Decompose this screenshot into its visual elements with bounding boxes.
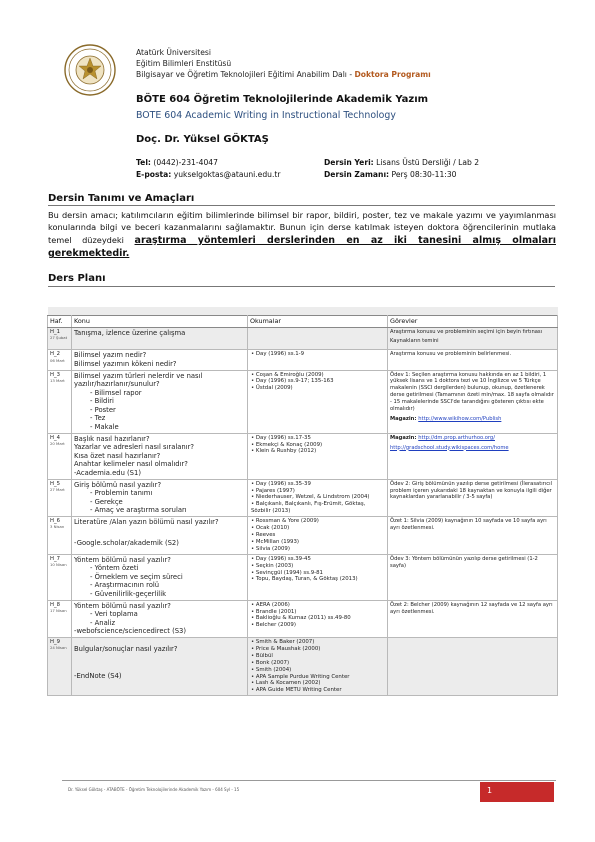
week-date: 06 Mart (50, 357, 65, 363)
topic-line: - Örneklem ve seçim süreci (90, 572, 183, 581)
task-text: Özet 2: Belcher (2009) kaynağının 12 sayfada ve 12 sayfa ayrı ayrı özetlenmesi. (390, 601, 553, 615)
readings-cell (248, 554, 388, 600)
course-description (48, 209, 556, 261)
tasks-cell (388, 517, 558, 555)
week-date: 3 Nisan (50, 524, 65, 530)
tasks-cell (388, 327, 558, 350)
tasks-cell (388, 600, 558, 637)
week-cell (48, 600, 72, 637)
topic-line: -EndNote (S4) (74, 671, 122, 680)
week-cell (48, 370, 72, 433)
reading-item: • Day (1996) ss.39-45 (250, 556, 385, 563)
tel-value: (0442)-231-4047 (153, 158, 218, 167)
email-label: E-posta: (136, 170, 172, 179)
readings-cell (248, 370, 388, 433)
reading-item: • Day (1996) ss.1-9 (250, 351, 385, 358)
task-item (390, 351, 555, 358)
header-topic: Konu (72, 315, 248, 327)
footer-text: Dr. Yüksel Göktaş - ATABÖTE - Öğretim Teknolojilerinde Akademik Yazım - 604 Syl - 15 (68, 787, 240, 792)
topic-line: Başlık nasıl hazırlanır? (74, 434, 150, 443)
tasks-cell (388, 638, 558, 696)
reading-item: • AERA (2006) (250, 602, 385, 609)
topic-line: - Bilimsel rapor (90, 388, 142, 397)
header-week: Haf. (48, 315, 72, 327)
task-link[interactable]: http://www.wikihow.com/Publish (418, 415, 502, 422)
institute-name: Eğitim Bilimleri Enstitüsü (136, 59, 232, 68)
place-value: Lisans Üstü Dersliği / Lab 2 (376, 158, 480, 167)
week-cell (48, 350, 72, 370)
topic-line: Yöntem bölümü nasıl yazılır? (74, 601, 171, 610)
tel-label: Tel: (136, 158, 151, 167)
week-date: 27 Şubat (50, 334, 68, 340)
week-cell (48, 327, 72, 350)
tasks-cell (388, 554, 558, 600)
readings-cell (248, 638, 388, 696)
topic-line: - Güvenilirlik-geçerlilik (90, 590, 167, 599)
time-value: Perş 08:30-11:30 (391, 170, 457, 179)
table-header-row (48, 315, 558, 327)
task-text: Kaynakların temini (390, 338, 439, 345)
task-item (390, 372, 555, 413)
reading-item: • Pajares (1997) (250, 488, 385, 495)
task-text: Magazin: (390, 434, 419, 441)
readings-cell (248, 600, 388, 637)
course-plan-table (47, 307, 558, 696)
course-title-en: BOTE 604 Academic Writing in Instructional Technology (136, 110, 396, 121)
task-link[interactable]: http://dm.prop.arthurhoo.org/ (418, 434, 495, 441)
topic-line: Literatüre /Alan yazın bölümü nasıl yazılır? (74, 518, 219, 527)
week-date: 20 Mart (50, 440, 65, 446)
table-top-band (48, 307, 558, 315)
topic-line: -webofscience/sciencedirect (S3) (74, 627, 187, 636)
reading-item: • Sevinçgül (1994) ss.9-81 (250, 570, 385, 577)
tasks-cell (388, 370, 558, 433)
topic-cell (72, 517, 248, 555)
week-label: H_9 (50, 639, 61, 646)
reading-item: • Seçkin (2003) (250, 563, 385, 570)
reading-item: • Smith (2004) (250, 667, 385, 674)
topic-cell (72, 638, 248, 696)
topic-line: -Academia.edu (S1) (74, 469, 141, 478)
table-row (48, 517, 558, 555)
week-date: 13 Mart (50, 377, 65, 383)
topic-line: yazılır/hazırlanır/sunulur? (74, 380, 160, 389)
task-text: Magazin: (390, 415, 419, 422)
topic-line: - Yöntem özeti (90, 564, 139, 573)
week-date: 10 Nisan (50, 561, 67, 567)
task-item (390, 602, 555, 616)
program-name: Doktora Programı (354, 70, 431, 79)
topic-line: - Amaç ve araştırma soruları (90, 506, 187, 515)
schedule-info (324, 157, 479, 181)
instructor-name: Doç. Dr. Yüksel GÖKTAŞ (136, 134, 269, 145)
table-row (48, 554, 558, 600)
week-date: 17 Nisan (50, 607, 67, 613)
description-text: Bu dersin amacı; katılımcıların eğitim bilimlerinde bilimsel bir rapor, bildiri, poster, tez ve makale yazımı ve yayımlanması konularında bilgi ve beceri kazanmalarını sağlamaktır. Bunun için derse katılmak isteyen doktora öğrencilerinin mutlaka temel düzeydeki (48, 210, 556, 245)
description-emphasis: araştırma yöntemleri derslerinden en az iki tanesini almış olmaları gerekmektedir. (48, 234, 556, 260)
week-label: H_7 (50, 555, 61, 562)
week-label: H_3 (50, 371, 61, 378)
topic-line: - Bildiri (90, 397, 114, 406)
topic-cell (72, 479, 248, 517)
task-item (390, 481, 555, 502)
week-label: H_4 (50, 434, 61, 441)
reading-item: • Klein & Rushby (2012) (250, 448, 385, 455)
reading-item: • Lash & Kocamen (2002) (250, 680, 385, 687)
reading-item: • Bülbül (250, 653, 385, 660)
readings-cell (248, 327, 388, 350)
table-row (48, 600, 558, 637)
reading-item: • Niederhauser, Wetzel, & Lindstrom (2004) (250, 494, 385, 501)
reading-item: • Silvia (2009) (250, 546, 385, 553)
topic-line: Yazarlar ve adresleri nasıl sıralanır? (74, 443, 195, 452)
plan-section-title: Ders Planı (48, 273, 106, 284)
topic-cell (72, 327, 248, 350)
week-label: H_8 (50, 601, 61, 608)
topic-line: - Tez (90, 414, 106, 423)
task-text: Ödev 2: Giriş bölümünün yazılıp derse getirilmesi (İlerasatırıcıl problem içeren yukarıdaki 18 kaynaktan ve konuyla ilgili diğer kaynaklardan yararlanabilir / 3-5 sayfa) (390, 480, 552, 501)
description-divider (48, 205, 555, 206)
plan-divider (48, 286, 555, 287)
university-seal-logo (64, 44, 116, 96)
task-text: Araştırma konusu ve probleminin belirlenmesi. (390, 351, 512, 358)
week-cell (48, 554, 72, 600)
week-cell (48, 479, 72, 517)
topic-line: - Poster (90, 405, 116, 414)
reading-item: • Balçıkanlı, Balçıkanlı, Fış-Erümit, Göktaş, Sözbilir (2013) (250, 501, 385, 515)
table-row (48, 433, 558, 479)
task-text: Özet 1: Silvia (2009) kaynağının 10 sayfada ve 10 sayfa ayrı ayrı özetlenmesi. (390, 518, 547, 532)
week-date: 27 Mart (50, 486, 65, 492)
table-row (48, 370, 558, 433)
week-label: H_1 (50, 328, 61, 335)
reading-item: • Rossman & Yore (2009) (250, 518, 385, 525)
topic-line: - Problemin tanımı (90, 489, 153, 498)
task-item (390, 338, 555, 345)
topic-cell (72, 350, 248, 370)
reading-item: • Belcher (2009) (250, 622, 385, 629)
topic-line: -Google.scholar/akademik (S2) (74, 538, 179, 547)
topic-line: Tanışma, izlence üzerine çalışma (74, 328, 186, 337)
reading-item: • McMillan (1993) (250, 539, 385, 546)
reading-item: • Baklioğlu & Kumaz (2011) ss.49-80 (250, 615, 385, 622)
reading-item: • Smith & Baker (2007) (250, 639, 385, 646)
task-item (390, 518, 555, 532)
reading-item: • Bonk (2007) (250, 660, 385, 667)
week-date: 24 Nisan (50, 645, 67, 651)
readings-cell (248, 517, 388, 555)
reading-item: • Day (1996) ss.9-17; 135-163 (250, 378, 385, 385)
tasks-cell (388, 350, 558, 370)
page-number-badge (480, 782, 554, 802)
task-text: Ödev 1: Seçilen araştırma konusu hakkında en az 1 bildiri, 1 yüksek lisans ve 1 doktora tezi ve 10 İngilizce ve 5 Türkçe makalenin (SSCI dergilerden) bulunup, okunup, özetlenerek derse getirilmesi (Tamamının özeti min/max. 18 sayfa olmalıdır - 15 makalelerinde SSCI'de tarandığını gösteren çıktısı ekte olmalıdır) (390, 371, 554, 413)
reading-item: • Price & Maushak (2000) (250, 646, 385, 653)
week-cell (48, 638, 72, 696)
task-item (390, 329, 555, 336)
topic-line: - Analiz (90, 618, 116, 627)
task-item (390, 416, 555, 423)
task-item (390, 556, 555, 570)
topic-line: Yöntem bölümü nasıl yazılır? (74, 555, 171, 564)
email-value: yukselgoktas@atauni.edu.tr (173, 170, 281, 179)
place-label: Dersin Yeri: (324, 158, 374, 167)
table-row (48, 327, 558, 350)
footer-divider (62, 780, 556, 781)
reading-item: • Topu, Baydaş, Turan, & Göktaş (2013) (250, 576, 385, 583)
tasks-cell (388, 479, 558, 517)
page-number: 1 (487, 786, 493, 795)
readings-cell (248, 479, 388, 517)
topic-line: - Araştırmacının rolü (90, 581, 160, 590)
week-cell (48, 517, 72, 555)
university-name: Atatürk Üniversitesi (136, 48, 211, 57)
topic-cell (72, 600, 248, 637)
header-tasks: Görevler (388, 315, 558, 327)
reading-item: • APA Guide METU Writing Center (250, 687, 385, 694)
reading-item: • APA Sample Purdue Writing Center (250, 674, 385, 681)
course-title-tr: BÖTE 604 Öğretim Teknolojilerinde Akademik Yazım (136, 94, 429, 105)
task-item (390, 445, 555, 452)
readings-cell (248, 350, 388, 370)
topic-cell (72, 370, 248, 433)
task-item (390, 435, 555, 442)
task-text: Ödev 3: Yöntem bölümünün yazılıp derse getirilmesi (1-2 sayfa) (390, 555, 538, 569)
reading-item: • Coşan & Emiroğlu (2009) (250, 372, 385, 379)
reading-item: • Üstdal (2009) (250, 385, 385, 392)
topic-line: Bilimsel yazım nedir? (74, 351, 147, 360)
contact-info (136, 157, 280, 181)
table-row (48, 350, 558, 370)
topic-line: Kısa özet nasıl hazırlanır? (74, 451, 161, 460)
topic-cell (72, 554, 248, 600)
description-section-title: Dersin Tanımı ve Amaçları (48, 193, 195, 204)
week-label: H_5 (50, 480, 61, 487)
topic-line: Bilimsel yazımın kökeni nedir? (74, 359, 177, 368)
topic-cell (72, 433, 248, 479)
topic-line: Anahtar kelimeler nasıl olmalıdır? (74, 460, 188, 469)
reading-item: • Day (1996) ss.35-39 (250, 481, 385, 488)
task-text: Araştırma konusu ve probleminin seçimi için beyin fırtınası (390, 328, 543, 335)
time-label: Dersin Zamanı: (324, 170, 390, 179)
readings-cell (248, 433, 388, 479)
topic-line: - Gerekçe (90, 497, 123, 506)
header-readings: Okumalar (248, 315, 388, 327)
reading-item: • Ocak (2010) (250, 525, 385, 532)
task-link[interactable]: http://gradschool.study.wikispaces.com/home (390, 444, 509, 451)
topic-line: - Veri toplama (90, 610, 138, 619)
tasks-cell (388, 433, 558, 479)
table-row (48, 638, 558, 696)
topic-line: Bulgular/sonuçlar nasıl yazılır? (74, 645, 178, 654)
reading-item: • Day (1996) ss.17-35 (250, 435, 385, 442)
week-label: H_2 (50, 351, 61, 358)
topic-line: Giriş bölümü nasıl yazılır? (74, 480, 162, 489)
reading-item: • Ekmekçi & Konaç (2009) (250, 442, 385, 449)
topic-line: - Makale (90, 423, 119, 432)
week-cell (48, 433, 72, 479)
topic-line: Bilimsel yazım türleri nelerdir ve nasıl (74, 371, 203, 380)
reading-item: • Reeves (250, 532, 385, 539)
reading-item: • Brandle (2001) (250, 609, 385, 616)
week-label: H_6 (50, 518, 61, 525)
institution-header (136, 47, 576, 80)
table-row (48, 479, 558, 517)
department-name: Bilgisayar ve Öğretim Teknolojileri Eğitimi Anabilim Dalı - Doktora Programı (136, 70, 431, 79)
